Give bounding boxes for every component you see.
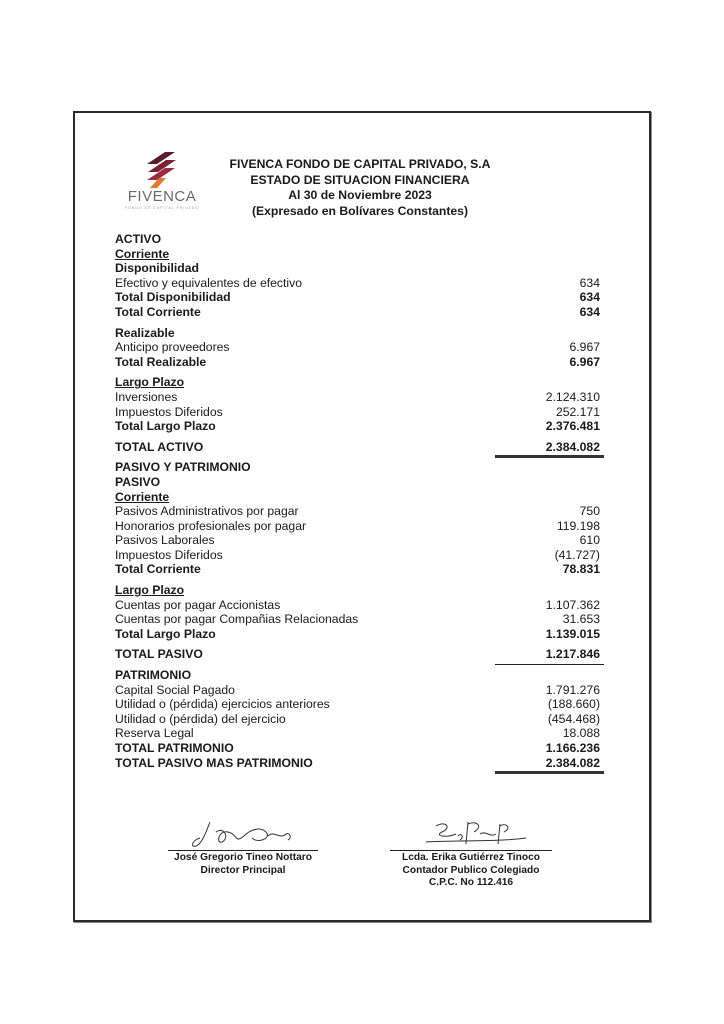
subtotal-row: Total Largo Plazo 2.376.481 <box>115 419 600 434</box>
line-item: Impuestos Diferidos (41.727) <box>115 547 600 562</box>
grand-total-row: TOTAL PASIVO MAS PATRIMONIO 2.384.082 <box>115 756 600 771</box>
subtotal-row: Total Corriente 634 <box>115 304 600 319</box>
line-item: Utilidad o (pérdida) del ejercicio (454.468) <box>115 711 600 726</box>
line-item: Impuestos Diferidos 252.171 <box>115 404 600 419</box>
report-date: Al 30 de Noviembre 2023 <box>288 188 432 202</box>
signature-line <box>168 850 318 851</box>
signer-name: Lcda. Erika Gutiérrez Tinoco <box>402 852 540 863</box>
subtotal-row: Total Corriente 78.831 <box>115 562 600 577</box>
subsection-heading: Largo Plazo <box>115 375 185 390</box>
line-item: Inversiones 2.124.310 <box>115 389 600 404</box>
handwritten-signature-icon <box>406 816 536 850</box>
company-name: FIVENCA FONDO DE CAPITAL PRIVADO, S.A <box>229 157 491 171</box>
section-heading: PATRIMONIO <box>115 668 192 683</box>
signature-line <box>390 850 552 851</box>
line-item: Pasivos Administrativos por pagar 750 <box>115 504 600 519</box>
fivenca-logo-icon <box>117 150 207 190</box>
section-heading: ACTIVO <box>115 232 162 246</box>
signer-name: José Gregorio Tineo Nottaro <box>174 852 312 863</box>
line-item: Cuentas por pagar Compañias Relacionadas 31.653 <box>115 612 600 627</box>
report-currency: (Expresado en Bolívares Constantes) <box>251 203 469 218</box>
line-item: Cuentas por pagar Accionistas 1.107.362 <box>115 597 600 612</box>
double-underline <box>495 771 604 774</box>
line-item: Pasivos Laborales 610 <box>115 533 600 548</box>
total-patrimonio-row: TOTAL PATRIMONIO 1.166.236 <box>115 741 600 755</box>
line-item: Utilidad o (pérdida) ejercicios anteriores (188.660) <box>115 697 600 712</box>
report-title: ESTADO DE SITUACION FINANCIERA <box>250 172 470 187</box>
group-heading: Disponibilidad <box>115 261 199 276</box>
subsection-heading: Corriente <box>115 246 170 261</box>
total-pasivo-row: TOTAL PASIVO 1.217.846 <box>115 647 600 662</box>
line-item: Honorarios profesionales por pagar 119.198 <box>115 518 600 533</box>
line-item: Anticipo proveedores 6.967 <box>115 340 600 355</box>
report-header <box>200 157 520 219</box>
company-logo <box>117 150 207 214</box>
line-item: Efectivo y equivalentes de efectivo 634 <box>115 275 600 290</box>
group-heading: Realizable <box>115 325 175 340</box>
subsection-heading: Largo Plazo <box>115 583 185 598</box>
logo-wordmark: FIVENCA <box>127 188 197 205</box>
signature-block-director <box>168 818 318 877</box>
single-underline <box>495 664 604 665</box>
subtotal-row: Total Largo Plazo 1.139.015 <box>115 626 600 641</box>
signer-role: Contador Publico Colegiado <box>402 864 540 876</box>
line-item: Capital Social Pagado 1.791.276 <box>115 682 600 697</box>
subsection-heading: Corriente <box>115 489 170 504</box>
section-heading: PASIVO <box>115 474 161 489</box>
signature-block-accountant <box>390 816 552 890</box>
line-item: Reserva Legal 18.088 <box>115 726 600 741</box>
subtotal-row: Total Realizable 6.967 <box>115 354 600 369</box>
signer-role: Director Principal <box>200 864 286 876</box>
subtotal-row: Total Disponibilidad 634 <box>115 290 600 305</box>
handwritten-signature-icon <box>188 818 298 850</box>
total-activo-row: TOTAL ACTIVO 2.384.082 <box>115 440 600 455</box>
double-underline <box>495 455 604 458</box>
logo-subtitle: FONDO DE CAPITAL PRIVADO <box>124 206 200 210</box>
signer-license: C.P.C. No 112.416 <box>428 877 514 888</box>
balance-sheet <box>115 232 600 770</box>
section-heading: PASIVO Y PATRIMONIO <box>115 460 251 475</box>
